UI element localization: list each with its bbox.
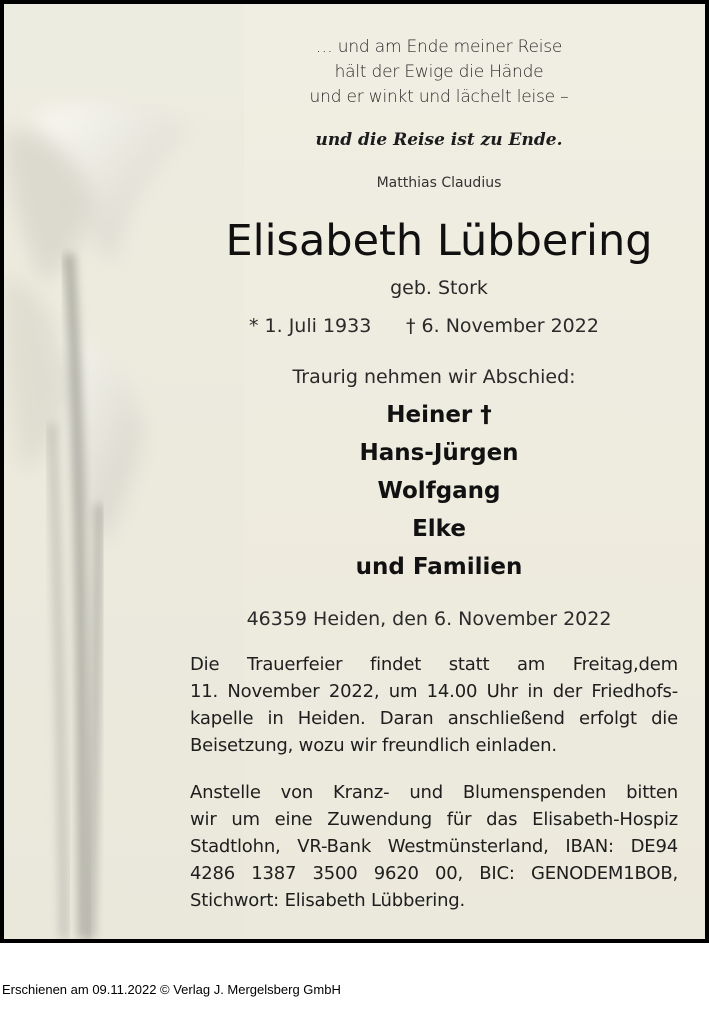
family-member: Heiner †	[386, 402, 492, 428]
family-member: Wolfgang	[377, 478, 501, 504]
service-text-line: 11. November 2022, um 14.00 Uhr in der Friedhofs-	[190, 681, 678, 702]
family-member: und Familien	[355, 554, 523, 580]
birth-name: geb. Stork	[390, 277, 488, 299]
death-date: † 6. November 2022	[406, 315, 599, 337]
poem-line-3: und er winkt und lächelt leise –	[309, 87, 569, 107]
service-text-line: Beisetzung, wozu wir freundlich einladen.	[190, 735, 557, 756]
deceased-name: Elisabeth Lübbering	[225, 216, 653, 266]
donation-text-line: Stadtlohn, VR-Bank Westmünsterland, IBAN: DE94	[190, 836, 678, 857]
family-member: Hans-Jürgen	[359, 440, 519, 466]
donation-text-line: 4286 1387 3500 9620 00, BIC: GENODEM1BOB,	[190, 863, 678, 884]
poem-line-2: hält der Ewige die Hände	[334, 62, 544, 82]
poem-closing: und die Reise ist zu Ende.	[315, 130, 563, 150]
place-date: 46359 Heiden, den 6. November 2022	[246, 608, 612, 630]
donation-text-line: wir um eine Zuwendung für das Elisabeth-Hospiz	[190, 809, 678, 830]
donation-text-line: Anstelle von Kranz- und Blumenspenden bitten	[190, 782, 678, 803]
mourning-line: Traurig nehmen wir Abschied:	[292, 366, 576, 388]
family-member: Elke	[412, 516, 466, 542]
service-text-line: Die Trauerfeier findet statt am Freitag,dem	[190, 654, 678, 675]
donation-text-line: Stichwort: Elisabeth Lübbering.	[190, 890, 466, 911]
notice-content	[4, 4, 705, 939]
publication-footer: Erschienen am 09.11.2022 © Verlag J. Mergelsberg GmbH	[2, 982, 341, 997]
birth-date: * 1. Juli 1933	[249, 315, 372, 337]
poem-line-1: … und am Ende meiner Reise	[315, 37, 563, 57]
poem-author: Matthias Claudius	[376, 175, 502, 191]
service-text-line: kapelle in Heiden. Daran anschließend erfolgt die	[190, 708, 678, 729]
